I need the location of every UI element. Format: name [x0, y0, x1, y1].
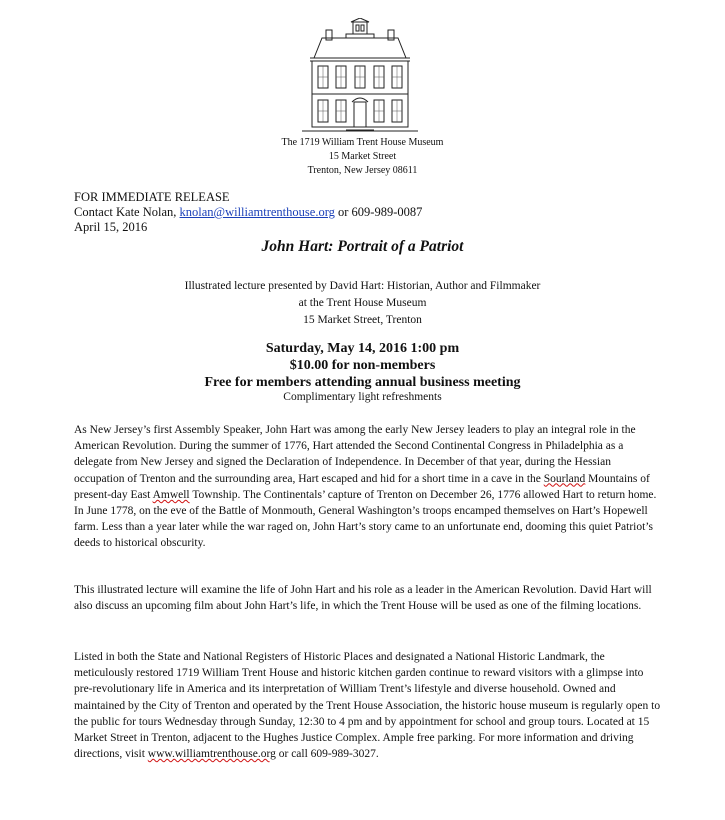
event-price: $10.00 for non-members	[289, 358, 436, 373]
p1-text-c: Township. The Continentals’ capture of Trenton on December 26, 1776 allowed Hart to return home. In June 1778, on the eve of the Battle of Monmouth, General Washington’s troops encamped themselves on Hart’s Hopewell farm. Less than a year later while the war raged on, John Hart’s story came to an unfortunate end, dooming this quiet Patriot’s deeds to historical obscurity.	[74, 488, 657, 550]
page-title: John Hart: Portrait of a Patriot	[261, 238, 464, 255]
p3-text-b: or call 609-989-3027.	[278, 748, 379, 761]
p1-sourland: Sourland	[543, 472, 586, 485]
p1-text-b: Mountains of present-day East	[74, 472, 650, 501]
contact-suffix: or 609-989-0087	[338, 205, 423, 219]
lecture-venue: at the Trent House Museum	[298, 297, 427, 309]
p1-text-a: As New Jersey’s first Assembly Speaker, John Hart was among the early New Jersey leaders to play an integral role in the American Revolution. During the summer of 1776, Hart attended the Second Continental Congress in Philadelphia as a delegate from New Jersey and signed the Declaration of Independence. In December of that year, during the Hessian occupation of Trenton and the surrounding area, Hart escaped and hid for a short time in a cave in the	[74, 424, 636, 485]
p3-text-a: Listed in both the State and National Registers of Historic Places and designated a National Historic Landmark, the meticulously restored 1719 William Trent House and historic kitchen garden continue to reward visitors with a glimpse into pre-revolutionary life in America and its interpretation of William Trent’s lifestyle and diverse household. Owned and maintained by the City of Trenton and operated by the Trent House Association, the historic house museum is regularly open to the public for tours Wednesday through Sunday, 12:30 to 4 pm and by appointment for school and group tours. Located at 15 Market Street in Trenton, adjacent to the Hughes Justice Complex. Ample free parking. For more information and driving directions, visit	[74, 651, 661, 761]
body-paragraph-history	[74, 422, 664, 552]
contact-email-link[interactable]: knolan@williamtrenthouse.org	[179, 205, 335, 219]
body-paragraph-museum	[74, 649, 664, 762]
release-date: April 15, 2016	[74, 220, 148, 234]
museum-name: The 1719 William Trent House Museum	[281, 137, 444, 148]
contact-line	[74, 205, 422, 220]
website-link[interactable]: www.williamtrenthouse.org	[147, 748, 276, 761]
release-info	[74, 190, 422, 235]
event-datetime: Saturday, May 14, 2016 1:00 pm	[265, 341, 460, 356]
museum-city: Trenton, New Jersey 08611	[307, 165, 418, 176]
museum-address-block	[0, 136, 725, 178]
contact-prefix: Contact Kate Nolan,	[74, 205, 177, 219]
p1-amwell: Amwell	[152, 488, 190, 501]
event-refreshments: Complimentary light refreshments	[283, 391, 442, 403]
body-paragraph-lecture: This illustrated lecture will examine the life of John Hart and his role as a leader in the American Revolution. David Hart will also discuss an upcoming film about John Hart’s life, in which the Trent House will be used as one of the filming locations.	[74, 584, 652, 613]
museum-street: 15 Market Street	[328, 151, 397, 162]
lecture-info	[0, 278, 725, 329]
trent-house-logo-icon	[296, 18, 424, 134]
lecture-address: 15 Market Street, Trenton	[303, 314, 422, 326]
event-details	[0, 340, 725, 391]
release-line: FOR IMMEDIATE RELEASE	[74, 190, 230, 204]
lecture-presenter: Illustrated lecture presented by David Hart: Historian, Author and Filmmaker	[184, 280, 541, 292]
event-members-note: Free for members attending annual business meeting	[204, 375, 521, 390]
